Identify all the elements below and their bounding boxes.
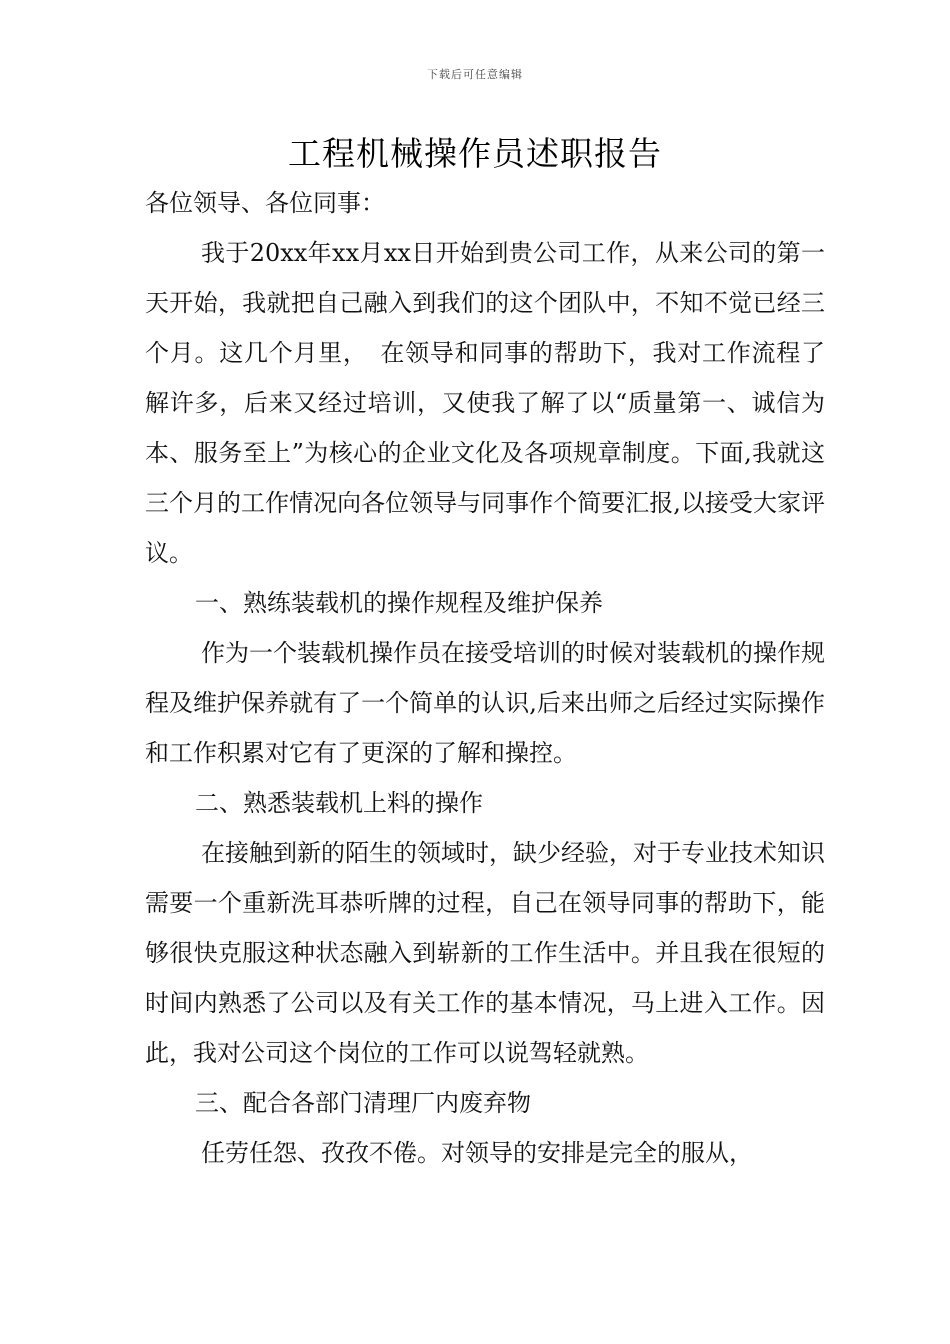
paragraph-section-2: 在接触到新的陌生的领域时，缺少经验，对于专业技术知识需要一个重新洗耳恭听牌的过程，自己在领导同事的帮助下，能够很快克服这种状态融入到崭新的工作生活中。并且我在很短的时间内熟悉了公司以及有关工作的基本情况，马上进入工作。因此，我对公司这个岗位的工作可以说驾轻就熟。 — [145, 839, 825, 1067]
paragraph-intro: 我于20xx年xx月xx日开始到贵公司工作，从来公司的第一天开始，我就把自己融入到我们的这个团队中，不知不觉已经三个月。这几个月里， 在领导和同事的帮助下，我对工作流程了解许多，后来又经过培训，又使我了解了以“质量第一、诚信为本、服务至上”为核心的企业文化及各项规章制度。下面,我就这三个月的工作情况向各位领导与同事作个简要汇报,以接受大家评议。 — [145, 239, 825, 567]
document-title: 工程机械操作员述职报告 — [288, 134, 662, 173]
section-heading-2: 二、熟悉装载机上料的操作 — [195, 789, 483, 817]
salutation: 各位领导、各位同事： — [145, 189, 385, 217]
document-body — [145, 178, 825, 1178]
header-note: 下载后可任意编辑 — [427, 68, 523, 81]
paragraph-section-3: 任劳任怨、孜孜不倦。对领导的安排是完全的服从， — [201, 1139, 753, 1167]
section-heading-1: 一、熟练装载机的操作规程及维护保养 — [195, 589, 603, 617]
section-heading-3: 三、配合各部门清理厂内废弃物 — [195, 1089, 531, 1117]
paragraph-section-1: 作为一个装载机操作员在接受培训的时候对装载机的操作规程及维护保养就有了一个简单的认识,后来出师之后经过实际操作和工作积累对它有了更深的了解和操控。 — [145, 639, 825, 767]
